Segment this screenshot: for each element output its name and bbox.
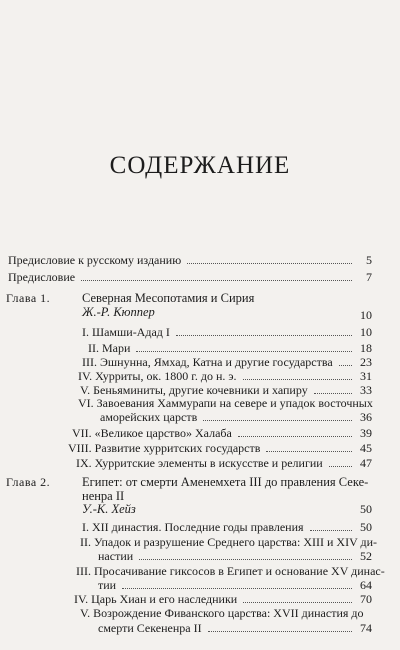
section-title: «Великое царство» Халаба: [94, 426, 232, 440]
toc-section-continuation: [98, 549, 358, 563]
section-title: Шамши-Адад I: [92, 325, 170, 339]
chapter-author: Ж.-Р. Кюппер: [82, 305, 155, 319]
toc-entry-preface: [8, 270, 358, 284]
toc-section: [68, 441, 358, 455]
dot-leader: [136, 350, 352, 352]
section-number: II.: [80, 535, 91, 549]
toc-page-number: 47: [360, 456, 372, 470]
toc-entry-label: Предисловие к русскому изданию: [8, 253, 182, 267]
dot-leader: [314, 392, 352, 394]
dot-leader: [81, 279, 352, 281]
section-title: Мари: [102, 341, 131, 355]
toc-page-number: 39: [360, 426, 372, 440]
toc-page-number: 52: [360, 549, 372, 563]
toc-section: [76, 456, 358, 470]
toc-entry-preface-russian: [8, 253, 358, 267]
section-number: V.: [80, 606, 91, 620]
section-title: Развитие хурритских государств: [94, 441, 261, 455]
toc-page-number: 23: [360, 355, 372, 369]
toc-section: [74, 592, 358, 606]
dot-leader: [310, 529, 352, 531]
dot-leader: [339, 364, 352, 366]
section-title: Возрождение Фиванского царства: XVII династия до: [93, 606, 364, 620]
section-title: Хурриты, ок. 1800 г. до н. э.: [95, 369, 237, 383]
section-title: Эшнунна, Ямхад, Катна и другие государства: [100, 355, 333, 369]
section-number: V.: [80, 383, 91, 397]
toc-section-continuation: [100, 410, 358, 424]
section-title: Упадок и разрушение Среднего царства: XIII и XIV ди-: [94, 535, 378, 549]
chapter-title: Северная Месопотамия и Сирия: [82, 291, 255, 305]
toc-page-number: 10: [360, 308, 372, 322]
section-title-continuation: смерти Секененра II: [98, 621, 202, 635]
section-title-continuation: настии: [98, 549, 134, 563]
toc-page-number: 36: [360, 410, 372, 424]
dot-leader: [266, 450, 352, 452]
section-number: IX.: [76, 456, 92, 470]
section-number: IV.: [78, 369, 93, 383]
toc-section: [82, 355, 358, 369]
dot-leader: [238, 435, 352, 437]
toc-section: [72, 426, 358, 440]
toc-page-number: 50: [360, 520, 372, 534]
section-number: IV.: [74, 592, 89, 606]
section-title: Беньяминиты, другие кочевники и хапиру: [93, 383, 308, 397]
toc-section: [78, 369, 358, 383]
toc-page-number: 64: [360, 578, 372, 592]
chapter-author: У.-К. Хейз: [82, 502, 136, 516]
toc-page-number: 70: [360, 592, 372, 606]
section-number: III.: [76, 564, 91, 578]
toc-entry-label: Предисловие: [8, 270, 76, 284]
toc-page-number: 5: [366, 253, 372, 267]
toc-page-number: 33: [360, 383, 372, 397]
dot-leader: [176, 334, 352, 336]
toc-page-number: 7: [366, 270, 372, 284]
toc-section-continuation: [98, 621, 358, 635]
chapter-title-continuation: ненра II: [82, 489, 125, 503]
section-number: VI.: [78, 396, 94, 410]
chapter-label: Глава 2.: [6, 475, 51, 489]
section-title-continuation: аморейских царств: [100, 410, 198, 424]
section-title-continuation: тии: [98, 578, 117, 592]
toc-section: [88, 341, 358, 355]
dot-leader: [139, 558, 352, 560]
toc-page-number: 31: [360, 369, 372, 383]
dot-leader: [203, 419, 352, 421]
toc-section: [82, 520, 358, 534]
section-title: Завоевания Хаммурапи на севере и упадок восточных: [96, 396, 373, 410]
toc-section-continuation: [98, 578, 358, 592]
toc-section: [80, 383, 358, 397]
toc-page-number: 74: [360, 621, 372, 635]
dot-leader: [329, 465, 352, 467]
toc-section: [76, 564, 385, 578]
toc-page-number: 18: [360, 341, 372, 355]
toc-section: [80, 535, 377, 549]
section-title: Царь Хиан и его наследники: [91, 592, 238, 606]
dot-leader: [187, 262, 352, 264]
toc-page-number: 50: [360, 502, 372, 516]
section-title: Хурритские элементы в искусстве и религии: [94, 456, 323, 470]
section-number: VIII.: [68, 441, 92, 455]
toc-section: [78, 396, 373, 410]
chapter-label: Глава 1.: [6, 291, 51, 305]
dot-leader: [243, 601, 352, 603]
section-title: Просачивание гиксосов в Египет и основание XV динас-: [94, 564, 385, 578]
toc-page-number: 45: [360, 441, 372, 455]
toc-section: [82, 325, 358, 339]
section-number: III.: [82, 355, 97, 369]
section-title: XII династия. Последние годы правления: [92, 520, 304, 534]
chapter-title: Египет: от смерти Аменемхета III до правления Секе-: [82, 475, 369, 489]
toc-page-number: 10: [360, 325, 372, 339]
section-number: II.: [88, 341, 99, 355]
toc-section: [80, 606, 364, 620]
dot-leader: [243, 378, 352, 380]
section-number: I.: [82, 325, 89, 339]
section-number: VII.: [72, 426, 92, 440]
page-title: СОДЕРЖАНИЕ: [109, 152, 291, 179]
dot-leader: [122, 587, 352, 589]
dot-leader: [208, 630, 352, 632]
section-number: I.: [82, 520, 89, 534]
